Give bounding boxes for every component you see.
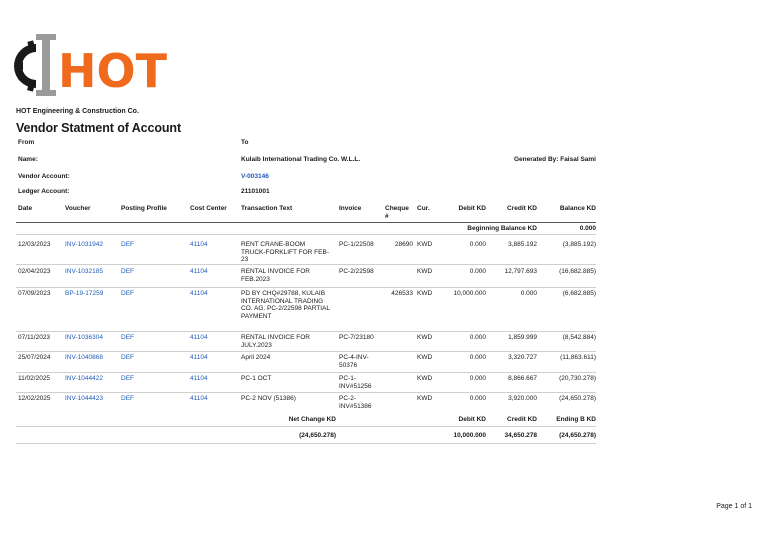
- from-label: From: [18, 139, 35, 146]
- summary-credit-label: Credit KD: [507, 416, 537, 423]
- summary-credit-value: 34,650.278: [504, 432, 537, 439]
- cell-debit: 0.000: [469, 241, 486, 248]
- col-debit: Debit KD: [458, 205, 486, 212]
- page-number: Page 1 of 1: [716, 503, 752, 510]
- cell-currency: KWD: [417, 334, 433, 341]
- cell-posting-profile[interactable]: DEF: [121, 334, 134, 341]
- cell-invoice: PC-2-INV#51386: [339, 395, 372, 410]
- cell-posting-profile[interactable]: DEF: [121, 241, 134, 248]
- cell-cheque: 28690: [394, 241, 413, 248]
- vendor-account-link[interactable]: V-003146: [241, 173, 269, 180]
- cell-credit: 1,859.999: [508, 334, 537, 341]
- cell-transaction-text: RENTAL INVOICE FOR JULY.2023: [241, 334, 310, 349]
- cell-debit: 0.000: [469, 375, 486, 382]
- cell-cost-center[interactable]: 41104: [190, 375, 208, 382]
- cell-posting-profile[interactable]: DEF: [121, 268, 134, 275]
- to-label: To: [241, 139, 249, 146]
- net-change-label: Net Change KD: [288, 416, 336, 423]
- cell-voucher[interactable]: INV-1036304: [65, 334, 103, 341]
- cell-cost-center[interactable]: 41104: [190, 290, 208, 297]
- col-cost-center: Cost Center: [190, 205, 227, 212]
- col-transaction-text: Transaction Text: [241, 205, 293, 212]
- summary-debit-label: Debit KD: [458, 416, 486, 423]
- cell-credit: 3,320.727: [508, 354, 537, 361]
- cell-currency: KWD: [417, 268, 433, 275]
- cell-transaction-text: RENTAL INVOICE FOR FEB.2023: [241, 268, 310, 283]
- cell-date: 02/04/2023: [18, 268, 51, 275]
- cell-debit: 0.000: [469, 268, 486, 275]
- cell-posting-profile[interactable]: DEF: [121, 290, 134, 297]
- ledger-account-value: 21101001: [241, 188, 270, 195]
- cell-balance: (24,650.278): [559, 395, 596, 402]
- col-cheque: Cheque #: [385, 205, 409, 220]
- col-credit: Credit KD: [507, 205, 537, 212]
- cell-credit: 3,920.000: [508, 395, 537, 402]
- cell-posting-profile[interactable]: DEF: [121, 375, 134, 382]
- net-change-value: (24,650.278): [299, 432, 336, 439]
- cell-date: 07/09/2023: [18, 290, 51, 297]
- row-divider: [16, 234, 596, 235]
- summary-divider: [16, 426, 596, 427]
- beginning-balance-value: 0.000: [579, 225, 596, 232]
- cell-balance: (20,730.278): [559, 375, 596, 382]
- page-title: Vendor Statment of Account: [16, 121, 182, 135]
- cell-transaction-text: PC-1 OCT: [241, 375, 272, 382]
- cell-posting-profile[interactable]: DEF: [121, 395, 134, 402]
- cell-date: 12/03/2023: [18, 241, 51, 248]
- cell-transaction-text: PD BY CHQ#29788, KULAIB INTERNATIONAL TRADING CO. AG. PC-2/22598 PARTIAL PAYMENT: [241, 290, 330, 320]
- cell-credit: 12,797.693: [504, 268, 537, 275]
- cell-debit: 0.000: [469, 354, 486, 361]
- cell-date: 12/02/2025: [18, 395, 51, 402]
- header-divider: [16, 222, 596, 223]
- col-voucher: Voucher: [65, 205, 91, 212]
- cell-credit: 3,885.192: [508, 241, 537, 248]
- vendor-name: Kulaib International Trading Co. W.L.L.: [241, 156, 361, 163]
- cell-balance: (6,682.885): [562, 290, 596, 297]
- cell-debit: 0.000: [469, 334, 486, 341]
- cell-credit: 8,866.667: [508, 375, 537, 382]
- cell-cost-center[interactable]: 41104: [190, 241, 208, 248]
- cell-voucher[interactable]: BP-19-17259: [65, 290, 104, 297]
- cell-voucher[interactable]: INV-1032185: [65, 268, 103, 275]
- logo-text: HOT: [58, 44, 167, 98]
- cell-date: 11/02/2025: [18, 375, 51, 382]
- company-name: HOT Engineering & Construction Co.: [16, 108, 139, 115]
- cell-invoice: PC-1/22508: [339, 241, 374, 248]
- row-divider: [16, 351, 596, 352]
- cell-voucher[interactable]: INV-1044423: [65, 395, 103, 402]
- cell-cost-center[interactable]: 41104: [190, 334, 208, 341]
- cell-transaction-text: RENT CRANE-BOOM TRUCK-FORKLIFT FOR FEB-23: [241, 241, 329, 264]
- col-currency: Cur.: [417, 205, 430, 212]
- col-date: Date: [18, 205, 33, 212]
- row-divider: [16, 331, 596, 332]
- cell-date: 25/07/2024: [18, 354, 51, 361]
- cell-currency: KWD: [417, 354, 433, 361]
- summary-ending-label: Ending B KD: [556, 416, 596, 423]
- cell-invoice: PC-1-INV#51256: [339, 375, 372, 390]
- cell-transaction-text: April 2024: [241, 354, 271, 361]
- cell-date: 07/11/2023: [18, 334, 51, 341]
- col-balance: Balance KD: [559, 205, 596, 212]
- col-posting-profile: Posting Profile: [121, 205, 167, 212]
- cell-currency: KWD: [417, 241, 433, 248]
- cell-currency: KWD: [417, 290, 433, 297]
- cell-cost-center[interactable]: 41104: [190, 268, 208, 275]
- cell-balance: (8,542.884): [562, 334, 596, 341]
- cell-balance: (16,682.885): [559, 268, 596, 275]
- beam-icon: [36, 34, 56, 96]
- row-divider: [16, 287, 596, 288]
- cell-cheque: 426533: [391, 290, 413, 297]
- beginning-balance-label: Beginning Balance KD: [467, 225, 537, 232]
- cell-voucher[interactable]: INV-1044422: [65, 375, 103, 382]
- cell-balance: (3,885.192): [562, 241, 596, 248]
- logo-graphic: [14, 30, 179, 100]
- cell-invoice: PC-2/22598: [339, 268, 374, 275]
- cell-invoice: PC-7/23180: [339, 334, 374, 341]
- cell-cost-center[interactable]: 41104: [190, 354, 208, 361]
- company-logo: [14, 30, 179, 100]
- vendor-account-label: Vendor Account:: [18, 173, 70, 180]
- table-bottom-rule: [16, 443, 596, 444]
- cell-debit: 0.000: [469, 395, 486, 402]
- row-divider: [16, 392, 596, 393]
- row-divider: [16, 372, 596, 373]
- summary-ending-value: (24,650.278): [559, 432, 596, 439]
- cell-transaction-text: PC-2 NOV (51386): [241, 395, 296, 402]
- ledger-account-label: Ledger Account:: [18, 188, 70, 195]
- name-label: Name:: [18, 156, 38, 163]
- generated-by: Generated By: Faisal Sami: [513, 156, 596, 163]
- cell-invoice: PC-4-INV-50376: [339, 354, 369, 369]
- cell-posting-profile[interactable]: DEF: [121, 354, 134, 361]
- cell-currency: KWD: [417, 395, 433, 402]
- cell-voucher[interactable]: INV-1040868: [65, 354, 103, 361]
- cell-debit: 10,000.000: [453, 290, 486, 297]
- col-invoice: Invoice: [339, 205, 362, 212]
- cell-voucher[interactable]: INV-1031942: [65, 241, 103, 248]
- cell-credit: 0.000: [520, 290, 537, 297]
- gear-icon: [14, 40, 36, 91]
- cell-currency: KWD: [417, 375, 433, 382]
- cell-cost-center[interactable]: 41104: [190, 395, 208, 402]
- cell-balance: (11,863.611): [560, 354, 596, 361]
- row-divider: [16, 264, 596, 265]
- summary-debit-value: 10,000.000: [453, 432, 486, 439]
